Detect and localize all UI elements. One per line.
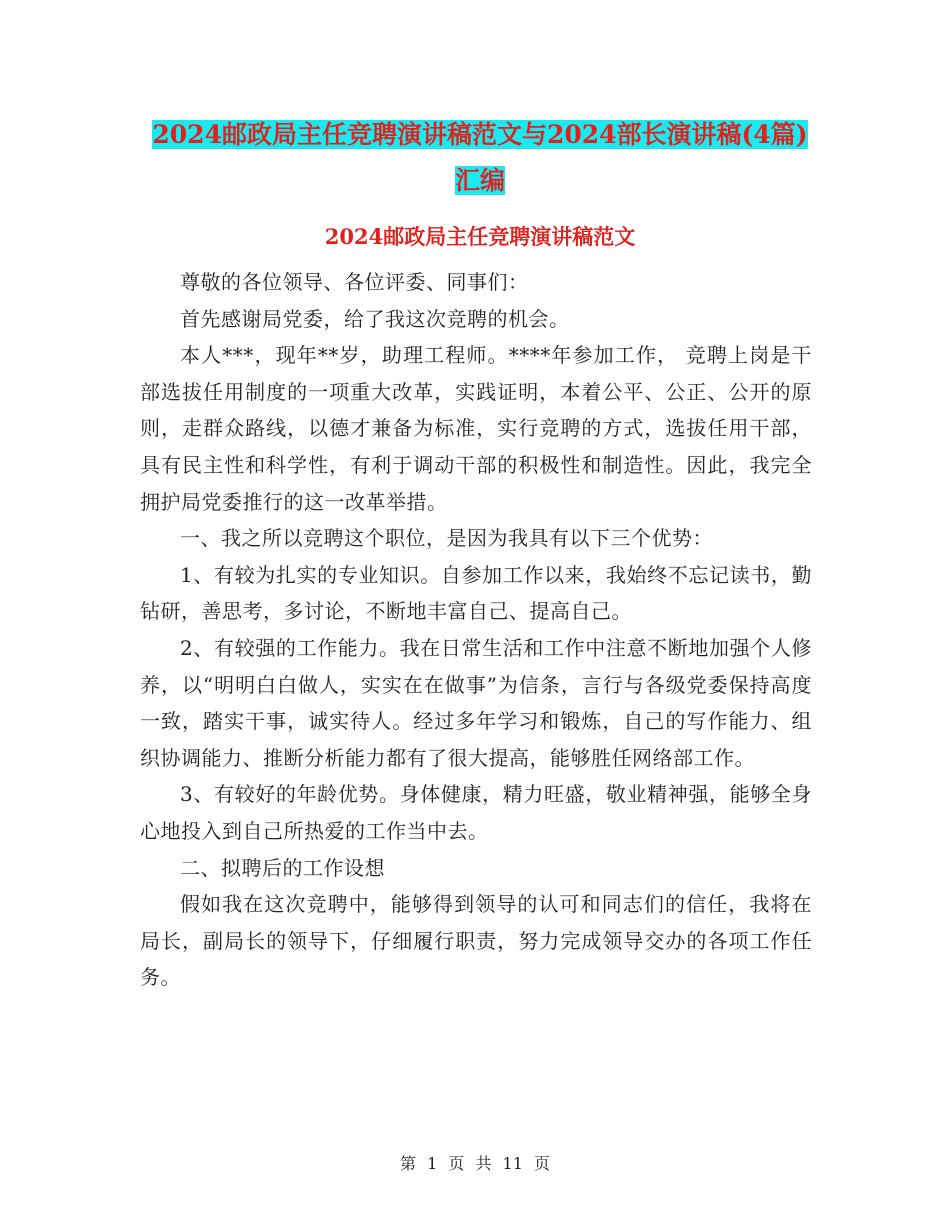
section-title: 2024邮政局主任竞聘演讲稿范文 (324, 224, 636, 249)
paragraph-heading-advantages: 一、我之所以竞聘这个职位，是因为我具有以下三个优势： (180, 526, 713, 551)
paragraph-plans: 假如我在这次竞聘中，能够得到领导的认可和同志们的信任，我将在局长，副局长的领导下，仔细履行职责，努力完成领导交办的各项工作任务。 (140, 892, 812, 990)
paragraph-advantage-2: 2、有较强的工作能力。我在日常生活和工作中注意不断地加强个人修养，以“明明白白做人，实实在在做事”为信条，言行与各级党委保持高度一致，踏实干事，诚实待人。经过多年学习和锻炼，自己的写作能力、组织协调能力、推断分析能力都有了很大提高，能够胜任网络部工作。 (140, 635, 812, 770)
paragraph-introduction: 本人***，现年**岁，助理工程师。****年参加工作， 竞聘上岗是干部选拔任用制度的一项重大改革，实践证明，本着公平、公正、公开的原则，走群众路线，以德才兼备为标准，实行竞聘的方式，选拔任用干部，具有民主性和科学性，有利于调动干部的积极性和制造性。因此，我完全拥护局党委推行的这一改革举措。 (140, 343, 812, 514)
document-title (140, 112, 820, 204)
paragraph-advantage-3: 3、有较好的年龄优势。身体健康，精力旺盛，敬业精神强，能够全身心地投入到自己所热爱的工作当中去。 (140, 782, 812, 843)
page-number-footer: 第 1 页 共 11 页 (400, 1154, 550, 1173)
paragraph-advantage-1: 1、有较为扎实的专业知识。自参加工作以来，我始终不忘记读书，勤钻研，善思考，多讨论，不断地丰富自己、提高自己。 (140, 562, 812, 624)
document-title-highlight: 2024邮政局主任竞聘演讲稿范文与2024部长演讲稿(4篇)汇编 (152, 120, 808, 195)
paragraph-heading-plans: 二、拟聘后的工作设想 (180, 855, 385, 880)
paragraph-thanks: 首先感谢局党委，给了我这次竞聘的机会。 (180, 306, 570, 331)
paragraph-salutation: 尊敬的各位领导、各位评委、同事们： (180, 270, 529, 294)
document-body (140, 264, 812, 996)
